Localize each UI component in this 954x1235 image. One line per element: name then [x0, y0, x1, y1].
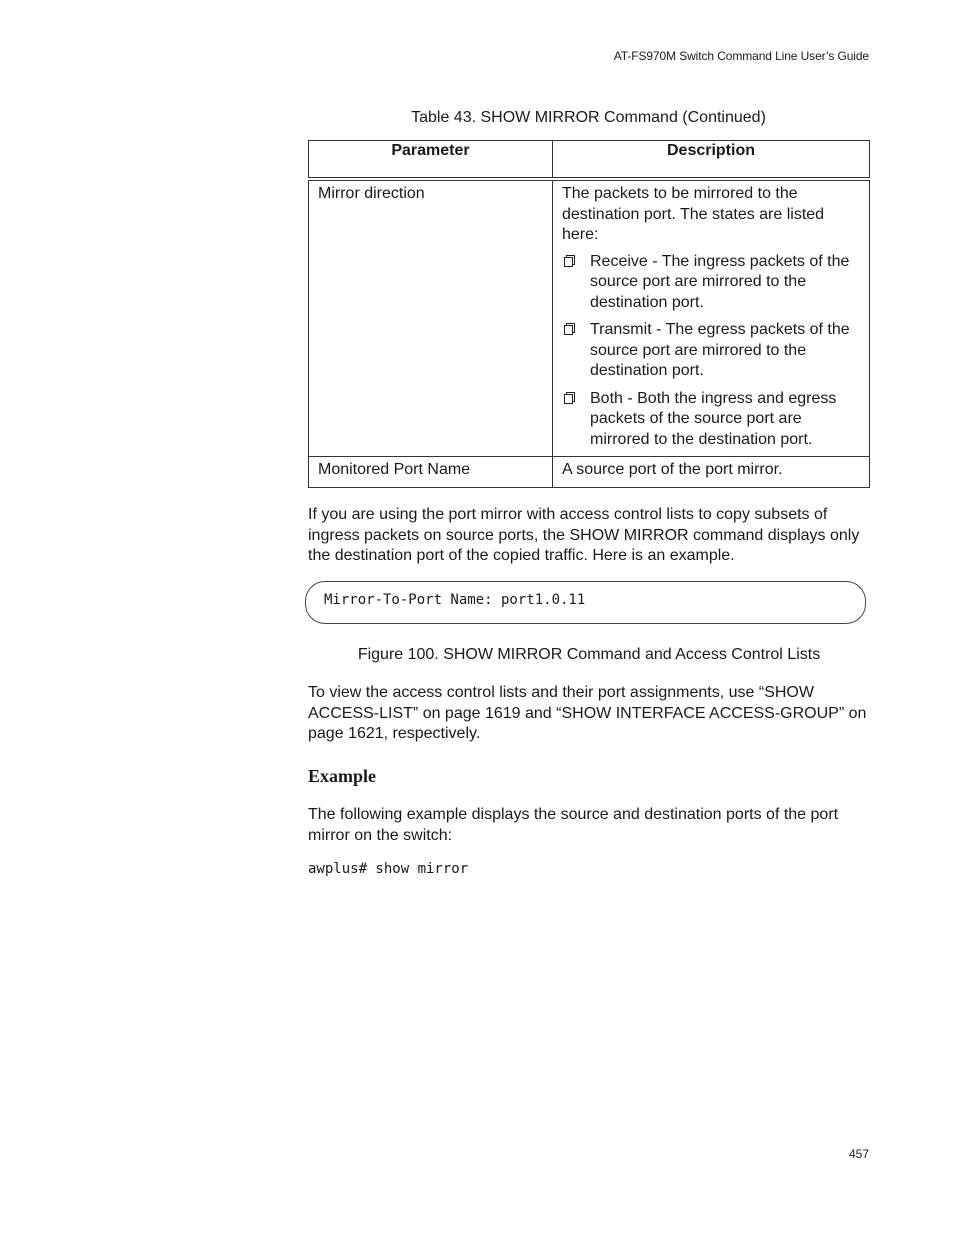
body-paragraph: If you are using the port mirror with access control lists to copy subsets of ingress packets on source ports, the SHOW MIRROR command displays only the destination port of the copied traffic. Here is an example. [308, 506, 860, 564]
figure-caption: Figure 100. SHOW MIRROR Command and Access Control Lists [357, 646, 821, 663]
table-header-row [309, 141, 870, 180]
table-row [309, 179, 870, 457]
body-paragraph: To view the access control lists and their port assignments, use “SHOW ACCESS-LIST” on page 1619 and “SHOW INTERFACE ACCESS-GROUP” on page 1621, respectively. [308, 684, 867, 742]
bullet-item [562, 389, 860, 451]
parameter-cell: Monitored Port Name [309, 457, 553, 488]
box-bullet-icon [564, 257, 573, 267]
column-header-description: Description [553, 141, 870, 180]
bullet-text: Transmit - The egress packets of the source port are mirrored to the destination port. [590, 321, 850, 379]
command-example: awplus# show mirror [308, 861, 469, 877]
running-header: AT-FS970M Switch Command Line User’s Guide [613, 49, 869, 63]
table-caption: Table 43. SHOW MIRROR Command (Continued) [411, 109, 766, 126]
description-cell: A source port of the port mirror. [553, 457, 870, 488]
section-heading: Example [308, 766, 377, 786]
description-cell [553, 179, 870, 457]
code-example-text: Mirror-To-Port Name: port1.0.11 [324, 592, 586, 608]
description-text: The packets to be mirrored to the destination port. The states are listed here: [562, 185, 825, 243]
box-bullet-icon [564, 394, 573, 404]
parameter-table [308, 140, 870, 488]
page-number: 457 [848, 1147, 869, 1161]
bullet-text: Both - Both the ingress and egress packets of the source port are mirrored to the destination port. [590, 389, 837, 448]
box-bullet-icon [564, 325, 573, 335]
bullet-item [562, 320, 860, 382]
code-example-box [305, 581, 866, 624]
bullet-list [562, 252, 860, 451]
parameter-cell: Mirror direction [309, 179, 553, 457]
bullet-text: Receive - The ingress packets of the source port are mirrored to the destination port. [590, 252, 850, 311]
column-header-parameter: Parameter [309, 141, 553, 180]
body-paragraph: The following example displays the source and destination ports of the port mirror on the switch: [308, 806, 839, 844]
table-row [309, 457, 870, 488]
bullet-item [562, 252, 860, 314]
